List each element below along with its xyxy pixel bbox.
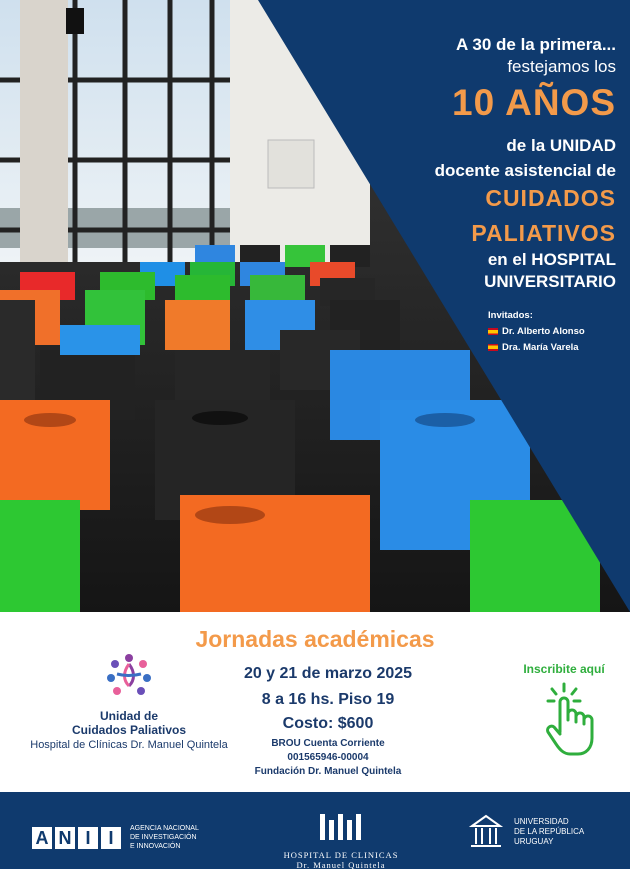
guests-label: Invitados: [488,310,533,321]
event-time-place: 8 a 16 hs. Piso 19 [261,691,395,708]
hospital-columns-icon [318,812,364,842]
headline-line-1: A 30 de la primera... [456,35,616,54]
hospital-clinicas-logo [276,812,406,870]
anii-letter: N [55,827,75,849]
hospital-clinicas-name: HOSPITAL DE CLINICAS [283,850,399,860]
unit-name-line-1: Unidad de [99,709,158,723]
guest-item [488,326,585,337]
udelar-line: URUGUAY [514,837,554,846]
event-cost: Costo: $600 [282,715,374,732]
headline-line-4: de la UNIDAD [506,136,616,155]
anii-subtitle-line: E INNOVACIÓN [130,843,181,850]
headline-cuidados: CUIDADOS [485,185,616,211]
anii-letter: I [101,827,121,849]
spain-flag-icon [488,328,498,335]
udelar-logo [468,812,584,852]
headline-line-5: docente asistencial de [434,161,616,180]
udelar-line: UNIVERSIDAD [514,817,569,826]
headline-anniversary: 10 AÑOS [452,82,616,123]
event-title: Jornadas académicas [195,626,435,652]
event-dates: 20 y 21 de marzo 2025 [243,665,413,682]
guest-name: Dr. Alberto Alonso [502,326,585,337]
anii-subtitle-line: AGENCIA NACIONAL [130,825,199,832]
signup-link[interactable]: Inscribite aquí [523,662,605,676]
guests-block [488,310,585,353]
anii-logo [32,824,199,851]
foundation-name: Fundación Dr. Manuel Quintela [254,766,402,777]
anii-subtitle-line: DE INVESTIGACIÓN [130,834,197,841]
hospital-name: Hospital de Clínicas Dr. Manuel Quintela [30,739,228,751]
guest-name: Dra. María Varela [502,342,579,353]
unit-logo-block [14,652,244,751]
udelar-name [514,817,584,847]
anii-letter: I [78,827,98,849]
headline-paliativos: PALIATIVOS [471,220,616,246]
hospital-clinicas-subtitle: Dr. Manuel Quintela [296,860,386,870]
bank-account-type: BROU Cuenta Corriente [271,738,385,749]
spain-flag-icon [488,344,498,351]
anii-letter: A [32,827,52,849]
university-building-icon [468,812,504,852]
guest-item [488,342,585,353]
pointing-hand-icon[interactable] [540,682,600,758]
headline-line-8: en el HOSPITAL [487,250,616,269]
palliative-unit-logo-icon [101,652,157,700]
headline-line-9: UNIVERSITARIO [484,272,616,291]
anii-subtitle [130,824,199,851]
udelar-line: DE LA REPÚBLICA [514,827,585,836]
unit-name-line-2: Cuidados Paliativos [71,723,187,737]
bank-account-number: 001565946-00004 [287,752,369,763]
headline-line-2: festejamos los [507,57,616,76]
